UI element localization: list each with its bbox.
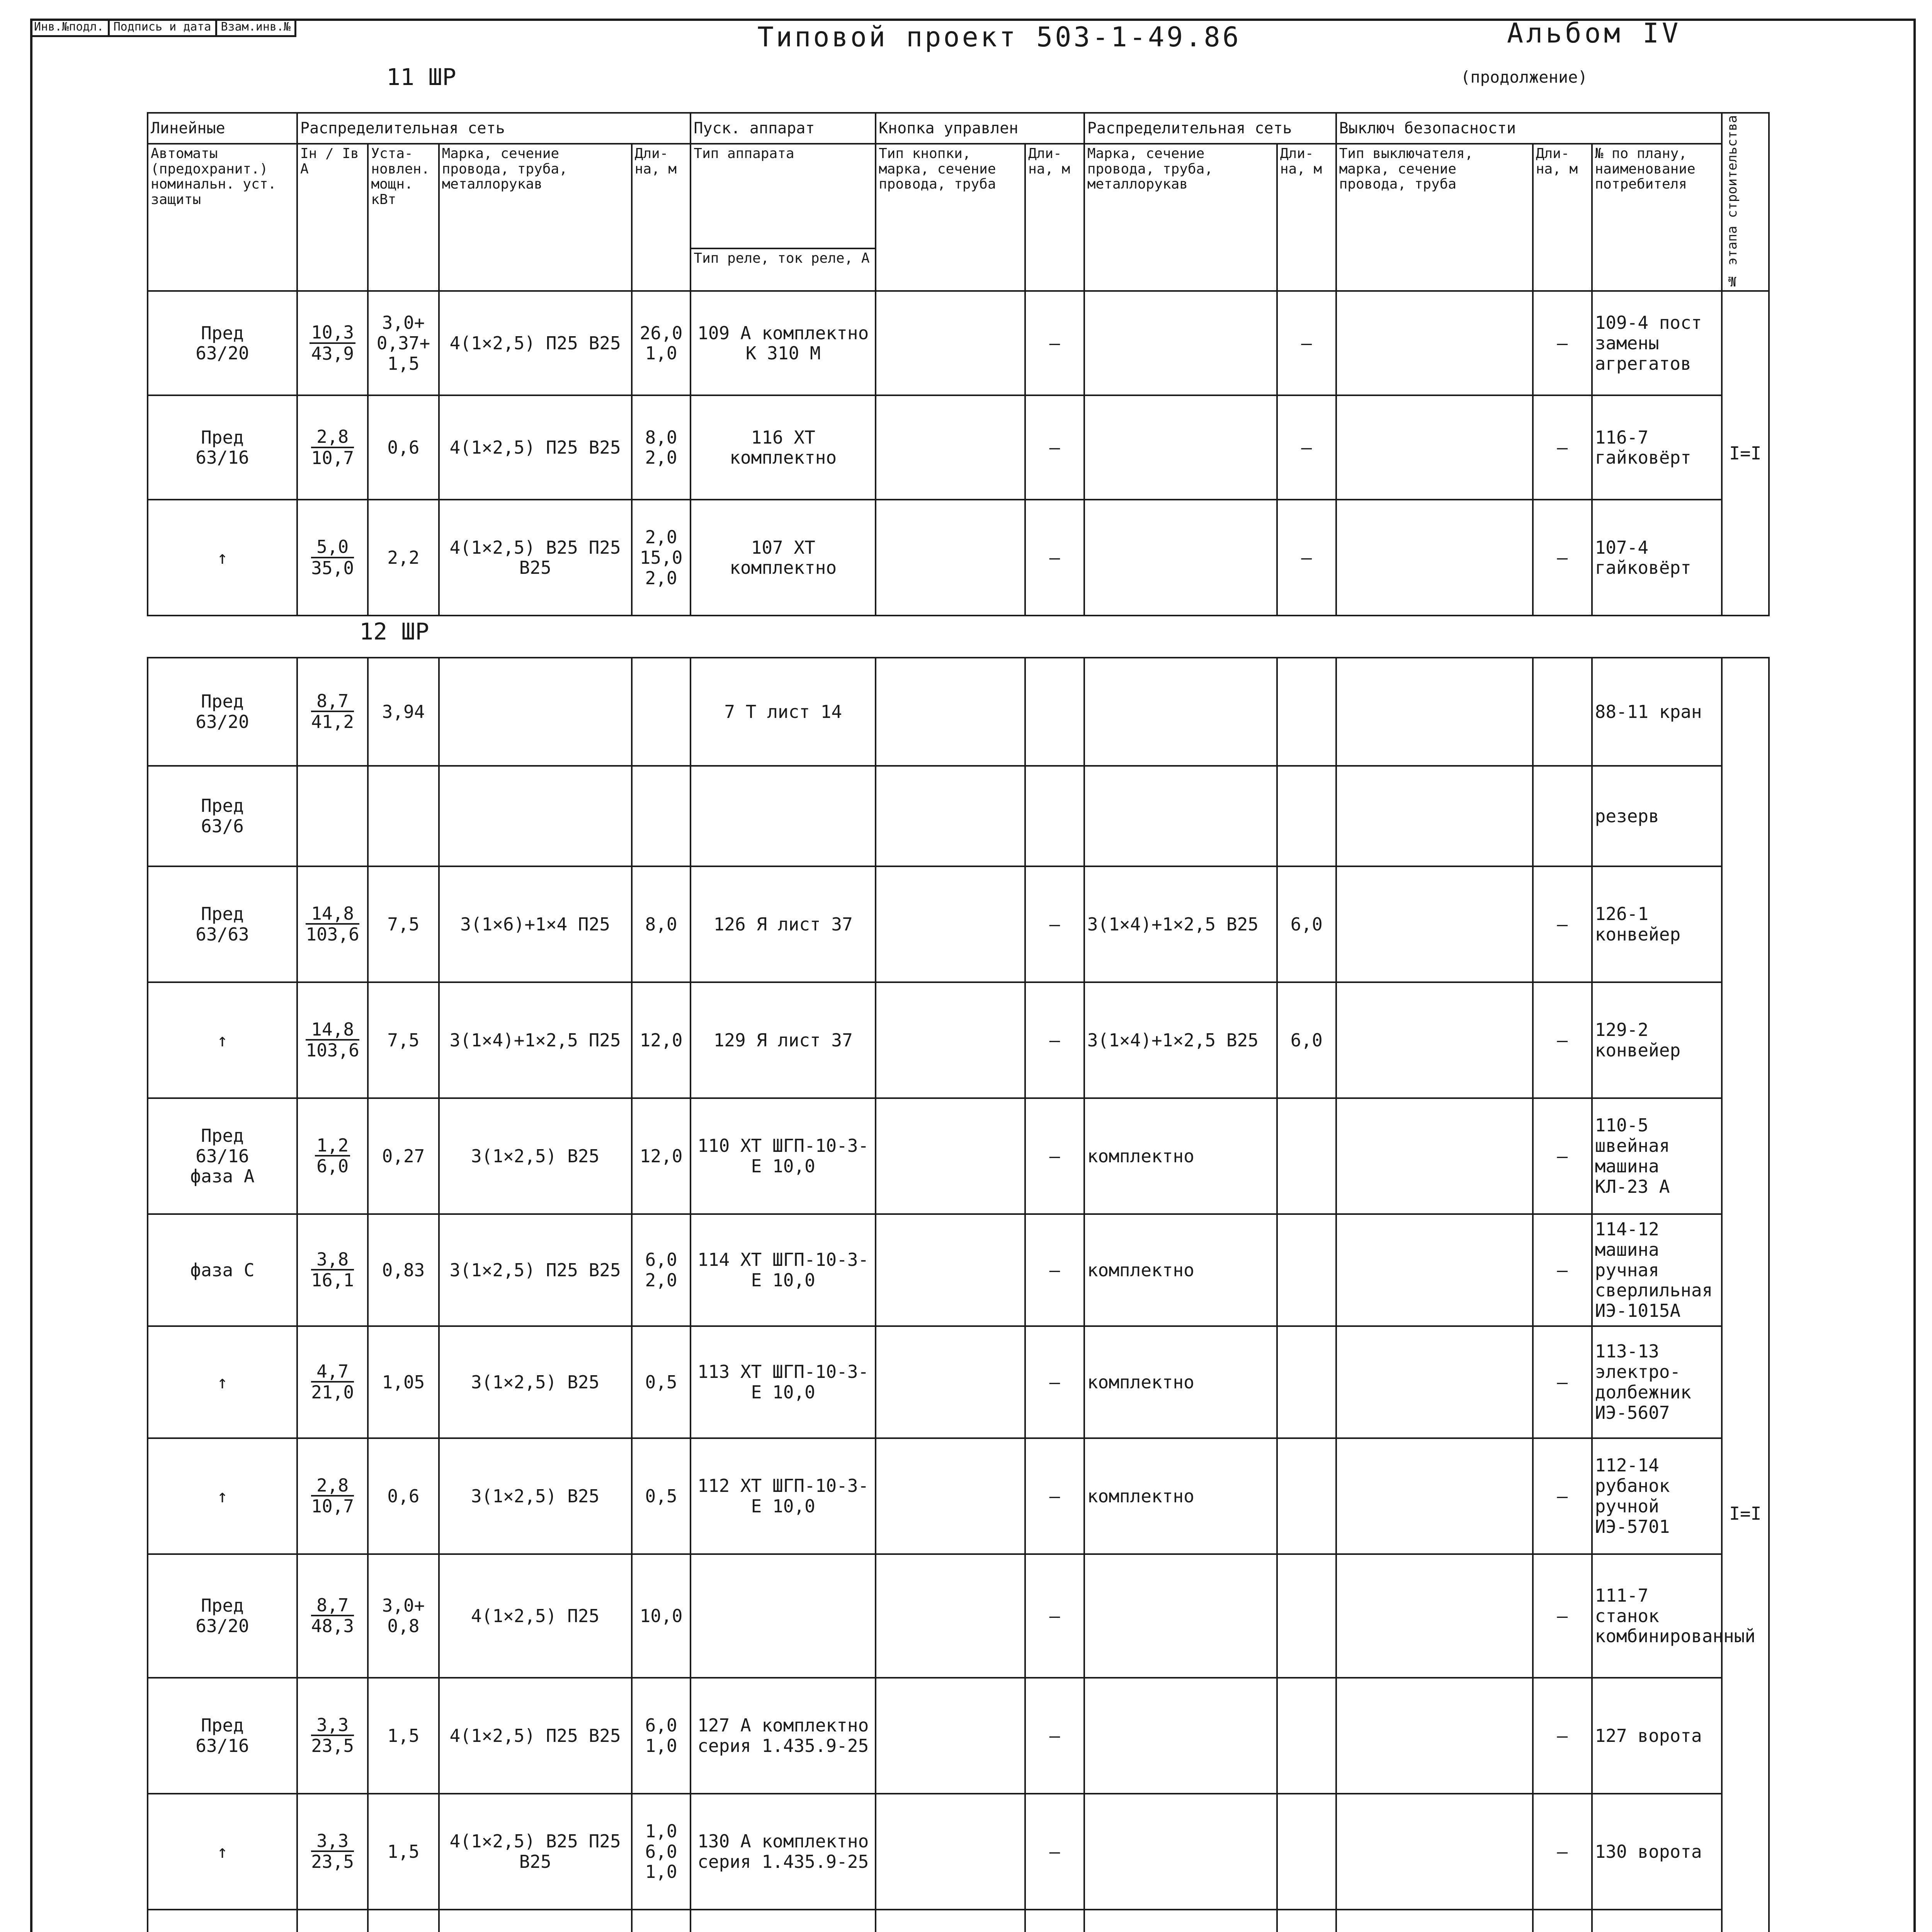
table-row <box>148 1554 1769 1678</box>
power-cell <box>368 1910 439 1932</box>
power-cell: 3,0+ 0,8 <box>368 1554 439 1678</box>
top-stamp <box>30 19 296 37</box>
apparatus-cell <box>690 1554 876 1678</box>
wire-cell: 4(1×2,5) П25 <box>439 1554 632 1678</box>
protection-cell: Пред 63/63 <box>148 866 297 982</box>
length-cell: 0,5 <box>632 1438 691 1554</box>
dash <box>1025 658 1084 766</box>
length2-cell <box>1277 1438 1336 1554</box>
apparatus-cell <box>690 766 876 866</box>
apparatus-cell: 112 ХТ ШГП-10-3-Е 10,0 <box>690 1438 876 1554</box>
wire-cell: 4(1×2,5) П25 В25 <box>439 291 632 395</box>
dash <box>1025 1910 1084 1932</box>
stamp-vzam: Взам.инв.№ <box>217 19 297 35</box>
protection-cell <box>148 982 297 1098</box>
current-fraction: $\frac{14,8}{103,6}$ <box>306 903 359 945</box>
protection-cell <box>148 1794 297 1910</box>
power-cell: 3,0+ 0,37+ 1,5 <box>368 291 439 395</box>
h-length2: Дли-на, м <box>1277 144 1336 291</box>
power-cell: 2,2 <box>368 500 439 616</box>
length2-cell <box>1277 1910 1336 1932</box>
apparatus-cell: 109 А комплектно К 310 М <box>690 291 876 395</box>
apparatus-cell: 107 ХТ комплектно <box>690 500 876 616</box>
wire-cell: 4(1×2,5) В25 П25 В25 <box>439 1794 632 1910</box>
protection-cell: Пред 63/16 фаза А <box>148 1098 297 1214</box>
h-protection: Автоматы (предохранит.) номинальн. уст. защиты <box>148 144 297 291</box>
power-cell: 0,27 <box>368 1098 439 1214</box>
length-cell: 26,0 1,0 <box>632 291 691 395</box>
wire-cell <box>439 658 632 766</box>
apparatus-cell: 7 Т лист 14 <box>690 658 876 766</box>
dash: — <box>1025 1326 1084 1438</box>
apparatus-cell: 127 А комплектно серия 1.435.9-25 <box>690 1678 876 1794</box>
h-power: Уста-новлен. мощн. кВт <box>368 144 439 291</box>
arrow-up-icon: ↑ <box>217 1029 228 1051</box>
protection-cell <box>148 1910 297 1932</box>
table-row <box>148 1678 1769 1794</box>
dash: — <box>1025 1678 1084 1794</box>
wire-cell <box>439 766 632 866</box>
power-cell: 0,6 <box>368 395 439 500</box>
wire2-cell: комплектно <box>1084 1438 1277 1554</box>
h-switch-type: Тип выключателя, марка, сечение провода, труба <box>1336 144 1533 291</box>
current-fraction: $\frac{4,7}{21,0}$ <box>311 1361 354 1403</box>
dash <box>1533 766 1592 866</box>
col-starter: Пуск. аппарат <box>690 113 876 144</box>
dash: — <box>1277 291 1336 395</box>
wire-cell: 3(1×2,5) В25 <box>439 1438 632 1554</box>
dash: — <box>1277 395 1336 500</box>
length2-cell <box>1277 658 1336 766</box>
length-cell: 8,0 2,0 <box>632 395 691 500</box>
h-length: Дли-на, м <box>632 144 691 291</box>
phase-label: фаза А <box>190 1166 255 1187</box>
power-cell: 7,5 <box>368 866 439 982</box>
arrow-cell <box>148 500 297 616</box>
length-cell <box>632 658 691 766</box>
dash: — <box>1277 500 1336 616</box>
current-fraction: $\frac{3,8}{16,1}$ <box>311 1248 354 1291</box>
protection-cell <box>148 1214 297 1326</box>
stamp-podpis: Подпись и дата <box>110 19 217 35</box>
h-switch-length: Дли-на, м <box>1533 144 1592 291</box>
arrow-up-icon: ↑ <box>217 547 228 568</box>
col-stage <box>1722 113 1769 291</box>
consumer-cell: 114-12 машина ручная сверлильная ИЭ-1015А <box>1592 1214 1722 1326</box>
wire-cell: 4(1×2,5) П25 В25 <box>439 1678 632 1794</box>
col-line: Линейные <box>148 113 297 144</box>
consumer-cell: 129-2 конвейер <box>1592 982 1722 1098</box>
power-cell: 7,5 <box>368 982 439 1098</box>
dash: — <box>1533 982 1592 1098</box>
apparatus-cell: 129 Я лист 37 <box>690 982 876 1098</box>
consumer-cell: 113-13 электро-долбежник ИЭ-5607 <box>1592 1326 1722 1438</box>
length-cell: 6,0 2,0 <box>632 1214 691 1326</box>
current-fraction: $\frac{14,8}{103,6}$ <box>306 1019 359 1061</box>
consumer-cell: 130 ворота <box>1592 1794 1722 1910</box>
wire2-cell <box>1084 1910 1277 1932</box>
length2-cell: 6,0 <box>1277 982 1336 1098</box>
table-row <box>148 1098 1769 1214</box>
col-distribution2: Распределительная сеть <box>1084 113 1336 144</box>
arrow-up-icon: ↑ <box>217 1841 228 1862</box>
current-fraction: $\frac{3,3}{23,5}$ <box>311 1714 354 1757</box>
wire2-cell: комплектно <box>1084 1326 1277 1438</box>
section-11-label: 11 ШР <box>386 64 456 91</box>
power-cell <box>368 766 439 866</box>
wire2-cell <box>1084 658 1277 766</box>
wire2-cell <box>1084 1678 1277 1794</box>
length2-cell <box>1277 1794 1336 1910</box>
table-11 <box>147 112 1770 616</box>
current-fraction: $\frac{2,8}{10,7}$ <box>311 1475 354 1517</box>
length2-cell: 6,0 <box>1277 866 1336 982</box>
power-cell: 1,5 <box>368 1794 439 1910</box>
h-wire2: Марка, сечение провода, труба, металлорукав <box>1084 144 1277 291</box>
project-title: Типовой проект 503-1-49.86 <box>757 21 1241 53</box>
wire-cell: 3(1×2,5) П25 В25 <box>439 1214 632 1326</box>
apparatus-cell: 114 ХТ ШГП-10-3-Е 10,0 <box>690 1214 876 1326</box>
length2-cell <box>1277 766 1336 866</box>
col-switch: Выключ безопасности <box>1336 113 1722 144</box>
table-row <box>148 1794 1769 1910</box>
table-row <box>148 1438 1769 1554</box>
wire-cell: 4(1×2,5) П25 В25 <box>439 395 632 500</box>
consumer-cell: 112-14 рубанок ручной ИЭ-5701 <box>1592 1438 1722 1554</box>
consumer-cell: 109-4 пост замены агрегатов <box>1592 291 1722 395</box>
length2-cell <box>1277 1214 1336 1326</box>
dash: — <box>1533 1214 1592 1326</box>
power-cell: 0,83 <box>368 1214 439 1326</box>
col-button: Кнопка управлен <box>876 113 1084 144</box>
current-fraction: $\frac{2,8}{10,7}$ <box>311 426 354 468</box>
length-cell: 1,0 6,0 1,0 <box>632 1794 691 1910</box>
length-cell <box>632 1910 691 1932</box>
wire2-cell <box>1084 766 1277 866</box>
power-cell: 0,6 <box>368 1438 439 1554</box>
apparatus-cell: 116 ХТ комплектно <box>690 395 876 500</box>
wire-cell: 3(1×2,5) В25 <box>439 1098 632 1214</box>
h-wire: Марка, сечение провода, труба, металлорукав <box>439 144 632 291</box>
stage-mark: I=I <box>1729 442 1762 464</box>
dash: — <box>1025 1098 1084 1214</box>
dash: — <box>1025 1794 1084 1910</box>
apparatus-cell: 110 ХТ ШГП-10-3-Е 10,0 <box>690 1098 876 1214</box>
dash: — <box>1025 291 1084 395</box>
col-distribution: Распределительная сеть <box>297 113 690 144</box>
protection-cell: Пред 63/20 <box>148 291 297 395</box>
h-apparatus: Тип аппарата <box>690 144 876 248</box>
consumer-cell: резерв <box>1592 766 1722 866</box>
consumer-cell: 110-5 швейная машина КЛ-23 А <box>1592 1098 1722 1214</box>
length2-cell <box>1277 1554 1336 1678</box>
length2-cell <box>1277 1678 1336 1794</box>
dash: — <box>1533 1794 1592 1910</box>
dash: — <box>1533 1326 1592 1438</box>
current-fraction: $\frac{10,3}{43,9}$ <box>310 323 355 363</box>
consumer-cell: 127 ворота <box>1592 1678 1722 1794</box>
dash: — <box>1025 395 1084 500</box>
length-cell: 2,0 15,0 2,0 <box>632 500 691 616</box>
stage-mark: I=I <box>1729 1503 1762 1524</box>
length-cell <box>632 766 691 866</box>
consumer-cell: 107-4 гайковёрт <box>1592 500 1722 616</box>
wire-cell: 3(1×4)+1×2,5 П25 <box>439 982 632 1098</box>
dash: — <box>1533 395 1592 500</box>
h-button-type: Тип кнопки, марка, сечение провода, труба <box>876 144 1025 291</box>
protection-cell <box>148 1438 297 1554</box>
table-12 <box>147 657 1770 1932</box>
consumer-cell: 126-1 конвейер <box>1592 866 1722 982</box>
length-cell: 12,0 <box>632 1098 691 1214</box>
section-12-label: 12 ШР <box>359 618 429 645</box>
apparatus-cell: 126 Я лист 37 <box>690 866 876 982</box>
current-fraction: $\frac{5,0}{35,0}$ <box>311 536 354 578</box>
dash: — <box>1533 1554 1592 1678</box>
wire2-cell <box>1084 1554 1277 1678</box>
stamp-inv-podl: Инв.№подл. <box>30 19 110 35</box>
table-row <box>148 500 1769 616</box>
table-row <box>148 1326 1769 1438</box>
consumer-cell: 88-11 кран <box>1592 658 1722 766</box>
current-fraction: $\frac{8,7}{48,3}$ <box>311 1594 354 1637</box>
dash <box>1533 658 1592 766</box>
consumer-cell: 111-7 станок комбинированный <box>1592 1554 1722 1678</box>
protection-cell: Пред 63/20 <box>148 658 297 766</box>
wire-cell <box>439 1910 632 1932</box>
dash: — <box>1025 1438 1084 1554</box>
stage-header: № этапа строительства <box>1724 115 1740 289</box>
dash: — <box>1533 1678 1592 1794</box>
protection-cell: Пред 63/16 <box>148 395 297 500</box>
dash: — <box>1533 291 1592 395</box>
wire2-cell: 3(1×4)+1×2,5 В25 <box>1084 982 1277 1098</box>
arrow-up-icon: ↑ <box>217 1485 228 1507</box>
dash: — <box>1025 982 1084 1098</box>
wire2-cell: комплектно <box>1084 1214 1277 1326</box>
h-consumer: № по плану, наименование потребителя <box>1592 144 1722 291</box>
length-cell: 10,0 <box>632 1554 691 1678</box>
album-label: Альбом IV <box>1507 17 1682 49</box>
table-row <box>148 1214 1769 1326</box>
dash: — <box>1025 1214 1084 1326</box>
dash: — <box>1533 500 1592 616</box>
table-row <box>148 766 1769 866</box>
wire2-cell: 3(1×4)+1×2,5 В25 <box>1084 866 1277 982</box>
length-cell: 8,0 <box>632 866 691 982</box>
protection-cell: Пред 63/20 <box>148 1554 297 1678</box>
length2-cell <box>1277 1326 1336 1438</box>
apparatus-cell: 130 А комплектно серия 1.435.9-25 <box>690 1794 876 1910</box>
length2-cell <box>1277 1098 1336 1214</box>
continuation-label: (продолжение) <box>1461 68 1588 87</box>
consumer-cell: 116-7 гайковёрт <box>1592 395 1722 500</box>
length-cell: 0,5 <box>632 1326 691 1438</box>
dash: — <box>1533 1438 1592 1554</box>
apparatus-cell: 113 ХТ ШГП-10-3-Е 10,0 <box>690 1326 876 1438</box>
dash: — <box>1533 866 1592 982</box>
wire-cell: 3(1×6)+1×4 П25 <box>439 866 632 982</box>
power-cell: 1,05 <box>368 1326 439 1438</box>
consumer-cell <box>1592 1910 1722 1932</box>
table-row <box>148 291 1769 395</box>
protection-cell: Пред 63/16 <box>148 1678 297 1794</box>
table-row <box>148 866 1769 982</box>
table-row <box>148 395 1769 500</box>
wire2-cell <box>1084 1794 1277 1910</box>
wire-cell: 3(1×2,5) В25 <box>439 1326 632 1438</box>
protection-cell: Пред 63/6 <box>148 766 297 866</box>
power-cell: 3,94 <box>368 658 439 766</box>
dash: — <box>1025 1554 1084 1678</box>
table-row <box>148 658 1769 766</box>
current-fraction: $\frac{3,3}{23,5}$ <box>311 1830 354 1872</box>
dash: — <box>1025 500 1084 616</box>
wire-cell: 4(1×2,5) В25 П25 В25 <box>439 500 632 616</box>
phase-label: фаза С <box>190 1259 255 1281</box>
dash <box>1025 766 1084 866</box>
h-current: Iн / Iв A <box>297 144 368 291</box>
length-cell: 12,0 <box>632 982 691 1098</box>
dash: — <box>1533 1098 1592 1214</box>
h-button-length: Дли-на, м <box>1025 144 1084 291</box>
dash: — <box>1025 866 1084 982</box>
current-fraction: $\frac{1,2}{6,0}$ <box>315 1136 350 1176</box>
power-cell: 1,5 <box>368 1678 439 1794</box>
protection-cell <box>148 1326 297 1438</box>
arrow-up-icon: ↑ <box>217 1371 228 1393</box>
h-relay: Тип реле, ток реле, A <box>690 248 876 291</box>
current-fraction: $\frac{8,7}{41,2}$ <box>311 690 354 733</box>
table-row <box>148 982 1769 1098</box>
apparatus-cell <box>690 1910 876 1932</box>
table-row <box>148 1910 1769 1932</box>
dash <box>1533 1910 1592 1932</box>
wire2-cell: комплектно <box>1084 1098 1277 1214</box>
length-cell: 6,0 1,0 <box>632 1678 691 1794</box>
